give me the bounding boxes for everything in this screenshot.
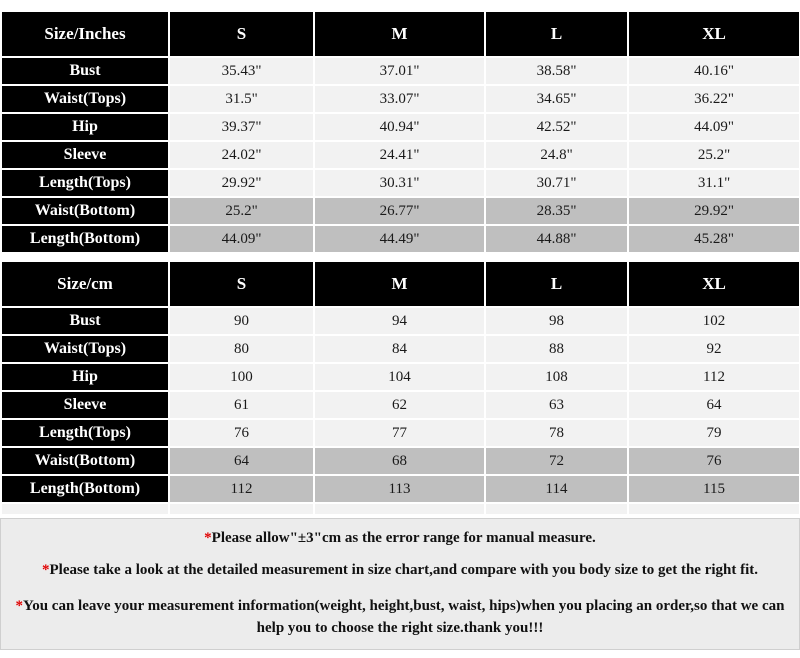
table-row [2, 448, 799, 474]
table-cell: 40.16" [629, 58, 799, 84]
table-cell: 100 [170, 364, 313, 390]
row-label: Bust [2, 308, 168, 334]
row-label: Hip [2, 114, 168, 140]
header-cell: XL [629, 12, 799, 56]
table-cell: 98 [486, 308, 627, 334]
table-cell: 29.92" [170, 170, 313, 196]
table-cell: 79 [629, 420, 799, 446]
size-table-cm [0, 260, 800, 516]
table-cell: 115 [629, 476, 799, 502]
table-cell: 63 [486, 392, 627, 418]
row-label: Length(Bottom) [2, 226, 168, 252]
table-cell: 42.52" [486, 114, 627, 140]
table-cell: 35.43" [170, 58, 313, 84]
table-cell: 112 [629, 364, 799, 390]
table-cell: 64 [629, 392, 799, 418]
table-row [2, 476, 799, 502]
note-error-range [1, 527, 799, 549]
table-row [2, 114, 799, 140]
table-row [2, 58, 799, 84]
size-table-inches [0, 10, 800, 254]
table-cell: 108 [486, 364, 627, 390]
table-cell: 45.28" [629, 226, 799, 252]
table-row [2, 308, 799, 334]
header-cell: L [486, 12, 627, 56]
spacer-cell [486, 504, 627, 514]
table-cell: 61 [170, 392, 313, 418]
row-label: Sleeve [2, 392, 168, 418]
row-label: Length(Bottom) [2, 476, 168, 502]
spacer-cell [315, 504, 484, 514]
table-row [2, 392, 799, 418]
table-cell: 38.58" [486, 58, 627, 84]
header-cell: S [170, 262, 313, 306]
table-cell: 25.2" [629, 142, 799, 168]
row-label: Length(Tops) [2, 170, 168, 196]
table-cell: 102 [629, 308, 799, 334]
table-cell: 36.22" [629, 86, 799, 112]
table-cell: 78 [486, 420, 627, 446]
header-cell: M [315, 12, 484, 56]
table-row [2, 364, 799, 390]
header-cell: L [486, 262, 627, 306]
table-row [2, 198, 799, 224]
row-label: Waist(Bottom) [2, 448, 168, 474]
table-cell: 28.35" [486, 198, 627, 224]
header-cell: Size/cm [2, 262, 168, 306]
table-cell: 112 [170, 476, 313, 502]
note-text: Please take a look at the detailed measurement in size chart,and compare with you body size to get the right fit. [49, 562, 759, 578]
table-cell: 84 [315, 336, 484, 362]
table-spacer-row [2, 504, 799, 514]
table-cell: 62 [315, 392, 484, 418]
table-cell: 113 [315, 476, 484, 502]
table-cell: 104 [315, 364, 484, 390]
table-row [2, 142, 799, 168]
header-cell: M [315, 262, 484, 306]
table-cell: 26.77" [315, 198, 484, 224]
table-header-row [2, 262, 799, 306]
table-cell: 44.49" [315, 226, 484, 252]
row-label: Hip [2, 364, 168, 390]
table-cell: 68 [315, 448, 484, 474]
spacer-cell [2, 504, 168, 514]
table-header-row [2, 12, 799, 56]
table-row [2, 86, 799, 112]
table-cell: 31.1" [629, 170, 799, 196]
row-label: Waist(Bottom) [2, 198, 168, 224]
row-label: Bust [2, 58, 168, 84]
table-cell: 44.09" [170, 226, 313, 252]
table-cell: 88 [486, 336, 627, 362]
note-measurement-info [1, 595, 799, 639]
table-row [2, 420, 799, 446]
table-cell: 39.37" [170, 114, 313, 140]
table-cell: 30.31" [315, 170, 484, 196]
row-label: Sleeve [2, 142, 168, 168]
table-cell: 44.88" [486, 226, 627, 252]
table-cell: 37.01" [315, 58, 484, 84]
table-cell: 24.02" [170, 142, 313, 168]
table-cell: 114 [486, 476, 627, 502]
note-marker: * [41, 562, 50, 578]
table-row [2, 226, 799, 252]
table-cell: 40.94" [315, 114, 484, 140]
row-label: Waist(Tops) [2, 86, 168, 112]
header-cell: XL [629, 262, 799, 306]
table-cell: 25.2" [170, 198, 313, 224]
table-cell: 30.71" [486, 170, 627, 196]
notes-box [0, 518, 800, 650]
table-cell: 77 [315, 420, 484, 446]
table-cell: 33.07" [315, 86, 484, 112]
header-cell: S [170, 12, 313, 56]
table-cell: 72 [486, 448, 627, 474]
table-cell: 92 [629, 336, 799, 362]
table-cell: 80 [170, 336, 313, 362]
table-cell: 94 [315, 308, 484, 334]
row-label: Waist(Tops) [2, 336, 168, 362]
table-cell: 76 [170, 420, 313, 446]
table-cell: 34.65" [486, 86, 627, 112]
spacer-cell [629, 504, 799, 514]
row-label: Length(Tops) [2, 420, 168, 446]
table-cell: 29.92" [629, 198, 799, 224]
table-cell: 24.8" [486, 142, 627, 168]
table-row [2, 170, 799, 196]
spacer-cell [170, 504, 313, 514]
table-cell: 24.41" [315, 142, 484, 168]
header-cell: Size/Inches [2, 12, 168, 56]
table-cell: 31.5" [170, 86, 313, 112]
note-marker: * [204, 530, 212, 546]
note-text: Please allow"±3"cm as the error range for manual measure. [211, 530, 596, 546]
table-cell: 44.09" [629, 114, 799, 140]
note-marker: * [15, 598, 24, 614]
note-size-check [1, 559, 799, 581]
table-cell: 90 [170, 308, 313, 334]
table-cell: 76 [629, 448, 799, 474]
note-text: You can leave your measurement information(weight, height,bust, waist, hips)when you placing an order,so that we can help you to choose the right size.thank you!!! [23, 598, 785, 636]
table-cell: 64 [170, 448, 313, 474]
table-row [2, 336, 799, 362]
